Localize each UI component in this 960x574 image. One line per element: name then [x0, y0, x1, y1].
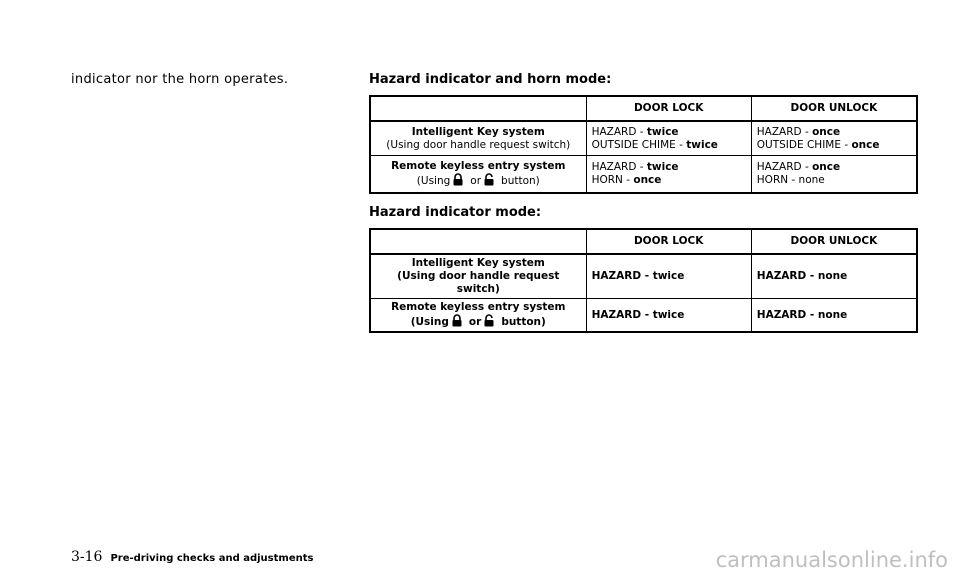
system-name: Remote keyless entry system — [391, 160, 566, 173]
hazard-horn-mode-table — [369, 95, 918, 194]
header-cell-door-unlock: DOOR UNLOCK — [751, 96, 917, 121]
system-name: Intelligent Key system — [411, 125, 545, 138]
system-cell — [370, 299, 586, 333]
result-value: once — [633, 174, 662, 187]
section-title-hazard-mode: Hazard indicator mode: — [369, 205, 542, 220]
header-cell-door-lock: DOOR LOCK — [586, 229, 751, 254]
result-line — [757, 161, 911, 174]
result-value: twice — [646, 125, 679, 138]
lock-icon — [451, 314, 463, 327]
result-value: once — [812, 125, 841, 138]
result-value: once — [812, 161, 841, 174]
unlock-cell — [751, 121, 917, 156]
system-subtitle: (Using door handle request switch) — [397, 270, 560, 295]
result-label: OUTSIDE CHIME - — [756, 138, 852, 151]
result-value: twice — [652, 270, 685, 282]
system-name: Remote keyless entry system — [391, 301, 566, 313]
result-label: HAZARD - — [756, 161, 813, 174]
table-header-row — [370, 229, 917, 254]
result-line — [592, 139, 746, 152]
result-label: HAZARD - — [591, 161, 647, 174]
result-line — [757, 126, 911, 139]
sub-prefix: (Using — [416, 175, 451, 188]
watermark: carmanualsonline.info — [715, 548, 948, 572]
result-label: HAZARD - — [756, 125, 813, 138]
unlock-icon — [483, 314, 495, 327]
page-footer — [71, 546, 313, 565]
result-line — [757, 309, 911, 322]
result-line — [757, 270, 911, 283]
lock-icon — [452, 173, 464, 186]
continued-paragraph: indicator nor the horn operates. — [71, 72, 289, 87]
system-subtitle — [376, 173, 581, 188]
system-cell — [370, 254, 586, 299]
result-value: twice — [686, 138, 718, 151]
result-value: twice — [646, 161, 679, 174]
result-label: HAZARD - — [591, 125, 647, 138]
result-value: once — [851, 138, 880, 151]
system-name: Intelligent Key system — [411, 257, 545, 269]
sub-prefix: (Using — [410, 316, 449, 328]
lock-cell — [586, 299, 751, 333]
system-subtitle — [376, 314, 581, 329]
result-line — [592, 174, 746, 187]
hazard-indicator-mode-table — [369, 228, 918, 333]
header-cell-door-unlock: DOOR UNLOCK — [751, 229, 917, 254]
result-label: OUTSIDE CHIME - — [591, 138, 687, 151]
result-label: HORN - — [591, 174, 634, 187]
sub-suffix: button) — [501, 316, 546, 328]
system-subtitle: (Using door handle request switch) — [386, 138, 571, 151]
unlock-cell — [751, 254, 917, 299]
system-cell — [370, 121, 586, 156]
unlock-cell — [751, 299, 917, 333]
result-label: HAZARD - — [591, 308, 653, 321]
result-label: HAZARD - none — [756, 308, 848, 321]
result-line — [592, 161, 746, 174]
table-header-row — [370, 96, 917, 121]
sub-suffix: button) — [501, 175, 540, 188]
result-line — [592, 309, 746, 322]
lock-cell — [586, 254, 751, 299]
sub-mid: or — [468, 316, 482, 328]
table-row — [370, 121, 917, 156]
result-value: twice — [652, 308, 685, 321]
table-row — [370, 254, 917, 299]
table-row — [370, 299, 917, 333]
header-cell-blank — [370, 96, 586, 121]
system-cell — [370, 156, 586, 193]
result-line — [592, 270, 746, 283]
lock-cell — [586, 156, 751, 193]
result-line — [592, 126, 746, 139]
result-label: HAZARD - — [591, 270, 653, 282]
table-row — [370, 156, 917, 193]
sub-mid: or — [470, 175, 482, 188]
header-cell-blank — [370, 229, 586, 254]
header-cell-door-lock: DOOR LOCK — [586, 96, 751, 121]
result-line — [757, 139, 911, 152]
result-line — [757, 174, 911, 187]
page-number: 3-16 — [71, 549, 103, 565]
result-label: HAZARD - none — [756, 270, 848, 282]
section-title-horn-mode: Hazard indicator and horn mode: — [369, 72, 612, 87]
lock-cell — [586, 121, 751, 156]
unlock-icon — [483, 173, 495, 186]
chapter-title: Pre-driving checks and adjustments — [110, 553, 314, 564]
unlock-cell — [751, 156, 917, 193]
result-label: HORN - none — [756, 174, 825, 187]
